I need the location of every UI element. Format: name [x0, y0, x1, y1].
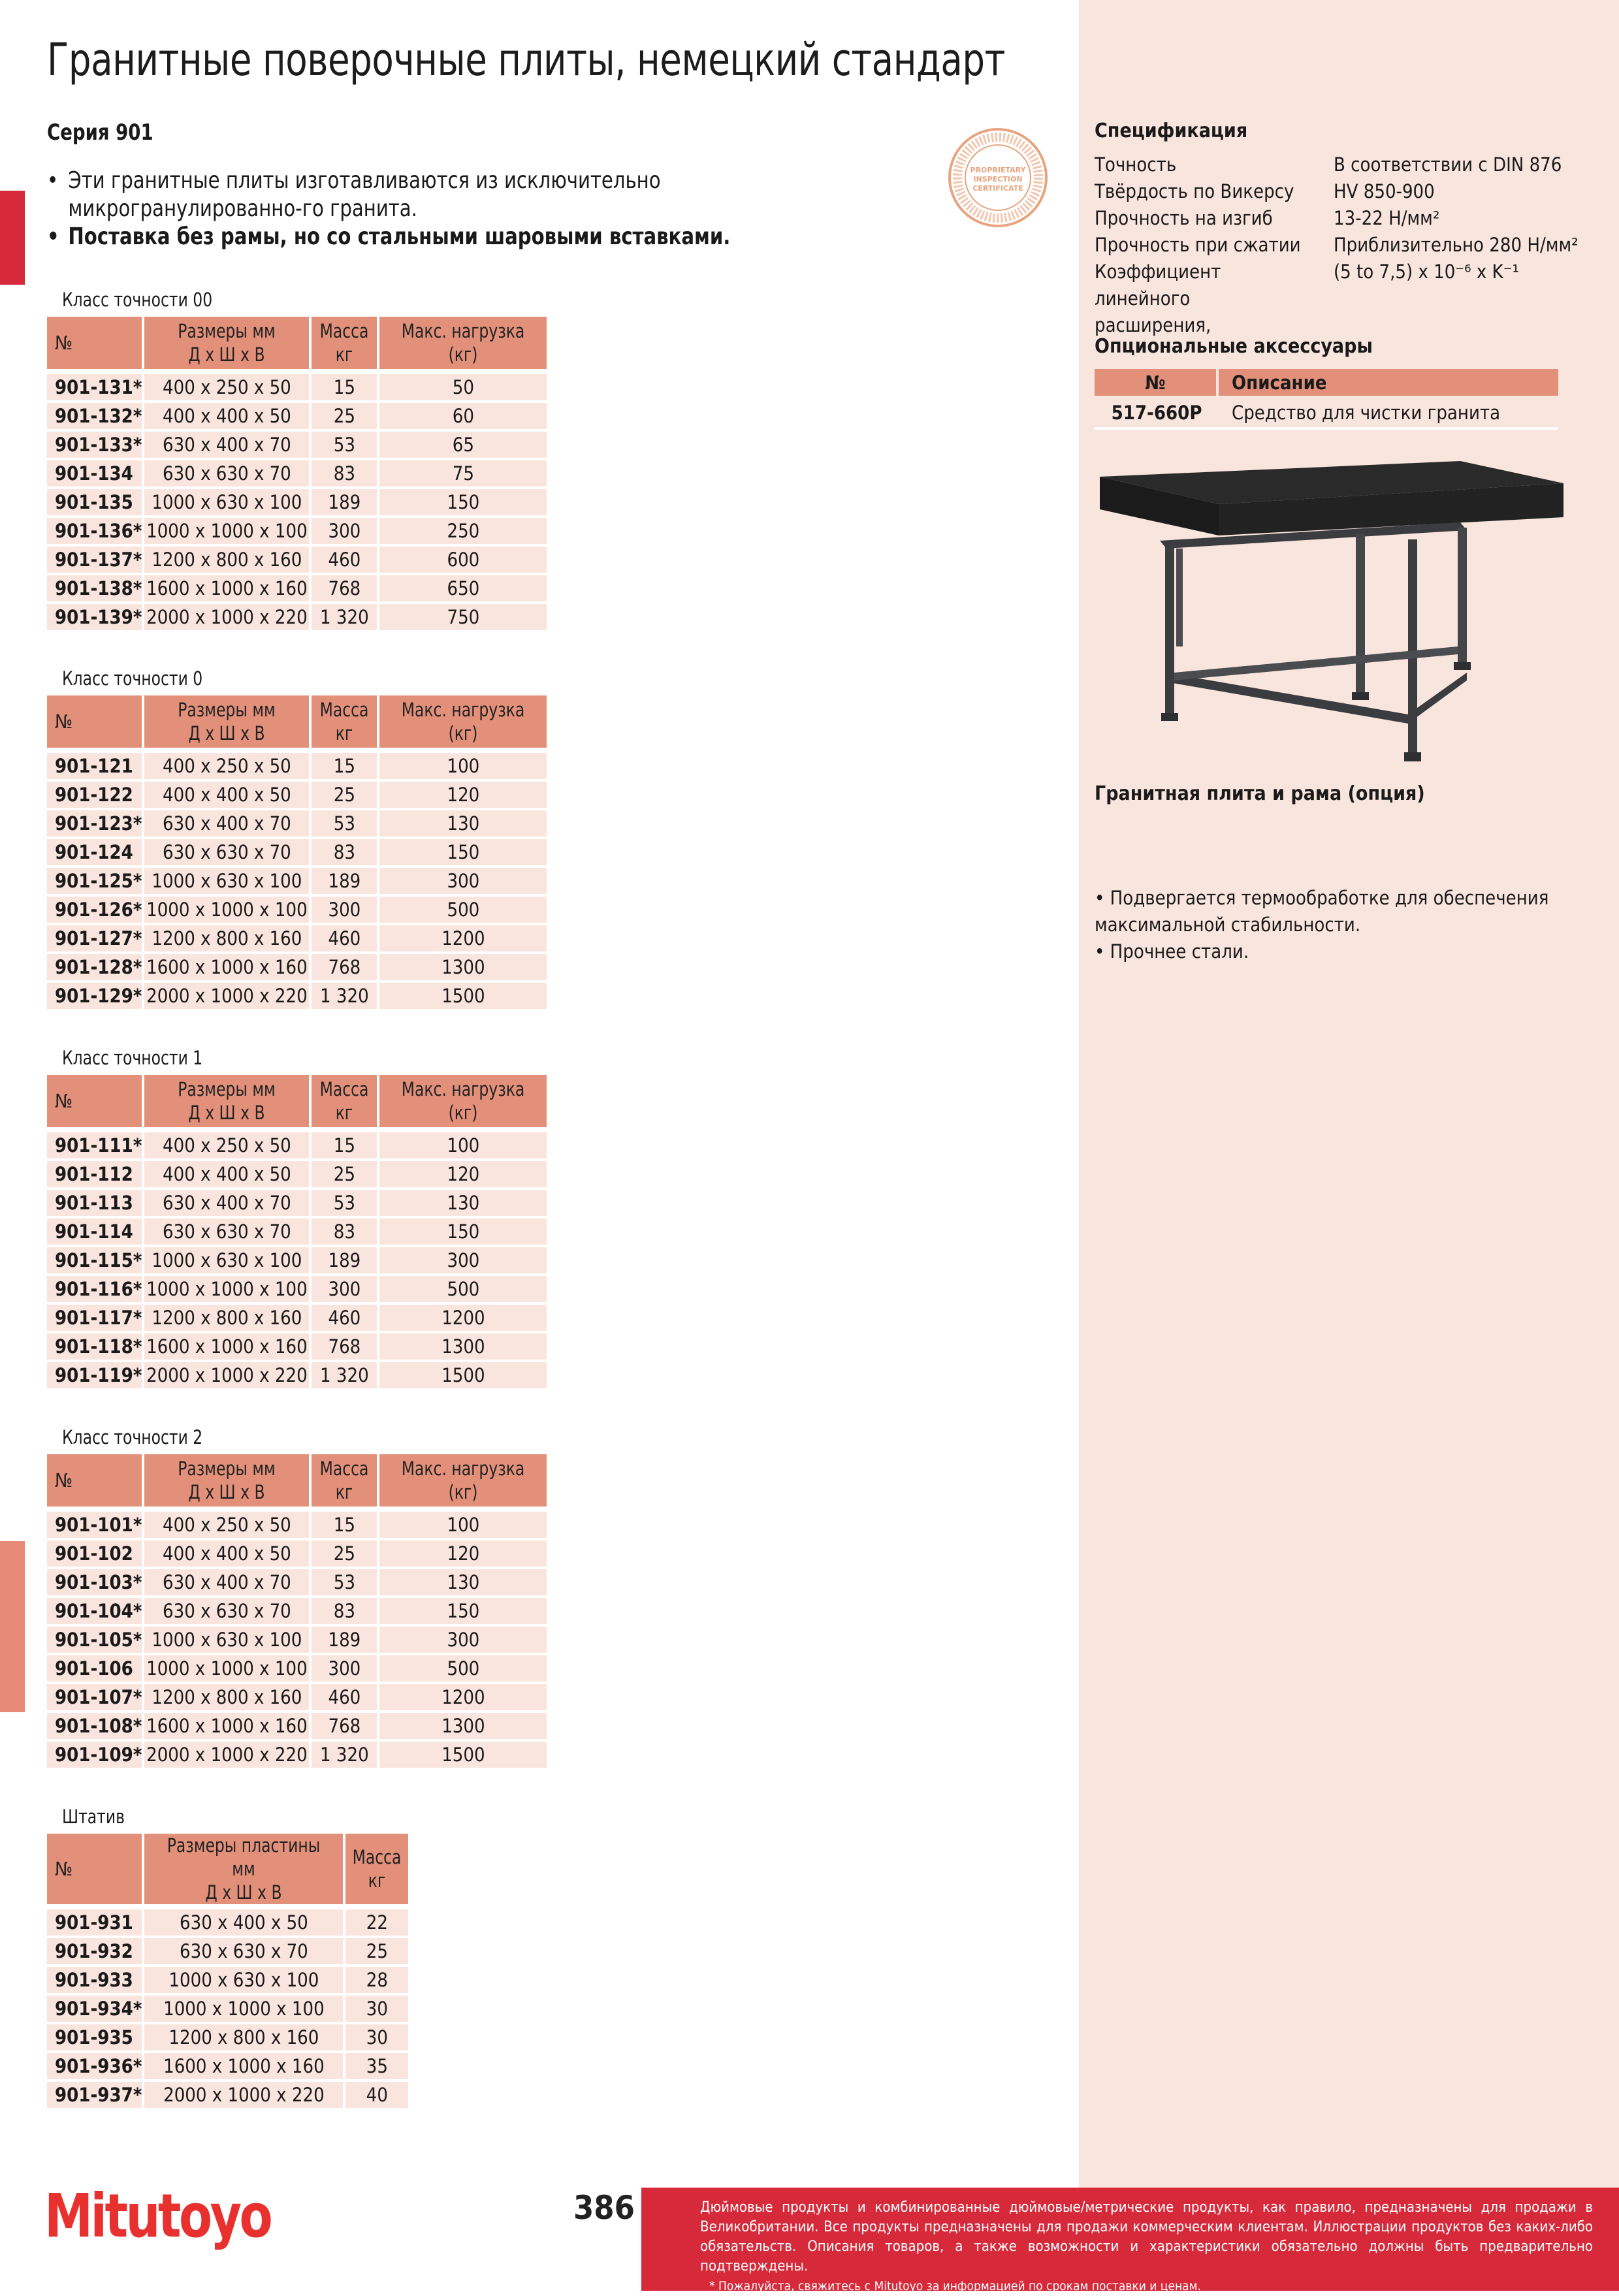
acc-col-num: №	[1095, 369, 1219, 396]
col-dims-header: Размеры пластины мм Д х Ш х В	[144, 1834, 345, 1904]
table-row: 901-132* 400 x 400 x 50 25 60	[47, 400, 547, 429]
table-row: 901-104* 630 x 630 x 70 83 150	[47, 1595, 547, 1624]
table-row: 901-134 630 x 630 x 70 83 75	[47, 458, 547, 486]
disclaimer-text: Дюймовые продукты и комбинированные дюймовые/метрические продукты, как правило, предназначены для продажи в Великобритании. Все продукты предназначены для продажи коммерческим клиентам. Иллюстрации продуктов без каких-либо обязательств. Описания товаров, а также возможности и характеристики обязательно должны быть предварительно подтверждены.	[700, 2199, 1593, 2274]
col-num-header: №	[47, 317, 144, 369]
table-row: 901-137* 1200 x 800 x 160 460 600	[47, 544, 547, 573]
spec-heading: Спецификация	[1095, 120, 1248, 142]
col-mass-header: Масса кг	[345, 1834, 408, 1904]
spec-table	[1095, 151, 1579, 339]
table-row: 901-136* 1000 x 1000 x 100 300 250	[47, 515, 547, 544]
class-2-label: Класс точности 2	[62, 1426, 203, 1448]
table-row: 901-103* 630 x 400 x 70 53 130	[47, 1567, 547, 1595]
table-row: 901-124 630 x 630 x 70 83 150	[47, 837, 547, 865]
table-row: 901-123* 630 x 400 x 70 53 130	[47, 808, 547, 837]
col-dims-header: Размеры мм Д х Ш х В	[144, 317, 312, 369]
col-load-header: Макс. нагрузка (кг)	[379, 317, 547, 369]
disclaimer-box	[641, 2188, 1619, 2291]
feature-item: • Эти гранитные плиты изготавливаются из исключительно микрогранулированно-го гранита.	[47, 167, 829, 223]
table-row: 901-129* 2000 x 1000 x 220 1 320 1500	[47, 980, 547, 1009]
table-row: 901-101* 400 x 250 x 50 15 100	[47, 1507, 547, 1538]
table-row: 901-105* 1000 x 630 x 100 189 300	[47, 1624, 547, 1653]
table-row: 901-125* 1000 x 630 x 100 189 300	[47, 865, 547, 894]
col-num-header: №	[47, 1834, 144, 1904]
table-row: 901-931 630 x 400 x 50 22	[47, 1904, 408, 1936]
col-mass-header: Масса кг	[312, 1454, 379, 1507]
table-row: 901-109* 2000 x 1000 x 220 1 320 1500	[47, 1739, 547, 1768]
spec-row: Твёрдость по Викерсу HV 850-900	[1095, 180, 1435, 202]
table-row: 901-107* 1200 x 800 x 160 460 1200	[47, 1682, 547, 1710]
table-row: 901-112 400 x 400 x 50 25 120	[47, 1158, 547, 1187]
table-row: 901-126* 1000 x 1000 x 100 300 500	[47, 894, 547, 923]
col-dims-header: Размеры мм Д х Ш х В	[144, 1454, 312, 1507]
page-title: Гранитные поверочные плиты, немецкий стандарт	[47, 34, 1005, 86]
feature-item: • Поставка без рамы, но со стальными шаровыми вставками.	[47, 223, 829, 251]
accessories-heading: Опциональные аксессуары	[1095, 335, 1373, 358]
table-row: 901-122 400 x 400 x 50 25 120	[47, 779, 547, 808]
table-row: 901-933 1000 x 630 x 100 28	[47, 1964, 408, 1993]
col-load-header: Макс. нагрузка (кг)	[379, 1454, 547, 1507]
table-row: 901-934* 1000 x 1000 x 100 30	[47, 1993, 408, 2022]
class-2-table	[47, 1454, 547, 1768]
class-0-label: Класс точности 0	[62, 667, 203, 690]
accessories-table	[1095, 369, 1558, 430]
table-row: 901-935 1200 x 800 x 160 30	[47, 2022, 408, 2050]
table-row: 901-119* 2000 x 1000 x 220 1 320 1500	[47, 1360, 547, 1388]
col-mass-header: Масса кг	[312, 1075, 379, 1127]
spec-row: Коэффициент линейного расширения, (5 to 7,5) x 10⁻⁶ x K⁻¹	[1095, 261, 1519, 336]
spec-row: Прочность при сжатии Приблизительно 280 Н/мм²	[1095, 234, 1579, 256]
series-heading: Серия 901	[47, 120, 153, 146]
table-row: 901-139* 2000 x 1000 x 220 1 320 750	[47, 601, 547, 630]
table-row: 901-133* 630 x 400 x 70 53 65	[47, 429, 547, 458]
table-row: 901-102 400 x 400 x 50 25 120	[47, 1538, 547, 1567]
page-number: 386	[573, 2189, 635, 2227]
class-1-table	[47, 1075, 547, 1388]
stand-table	[47, 1834, 408, 2108]
granite-plate-on-stand-image	[1095, 457, 1563, 784]
table-row: 517-660P Средство для чистки гранита	[1095, 396, 1558, 430]
spec-row: Прочность на изгиб 13-22 Н/мм²	[1095, 207, 1440, 229]
table-row: 901-106 1000 x 1000 x 100 300 500	[47, 1653, 547, 1682]
col-dims-header: Размеры мм Д х Ш х В	[144, 695, 312, 748]
brand-logo: Mitutoyo	[44, 2181, 271, 2251]
feature-list	[47, 167, 829, 251]
stand-label: Штатив	[62, 1806, 125, 1828]
col-load-header: Макс. нагрузка (кг)	[379, 695, 547, 748]
col-mass-header: Масса кг	[312, 317, 379, 369]
svg-text:CERTIFICATE: CERTIFICATE	[972, 184, 1023, 193]
table-row: 901-111* 400 x 250 x 50 15 100	[47, 1127, 547, 1158]
svg-text:PROPRIETARY: PROPRIETARY	[970, 166, 1026, 174]
section-tab-marker-secondary	[0, 1541, 25, 1712]
class-1-label: Класс точности 1	[62, 1047, 203, 1069]
notes-list	[1095, 885, 1552, 965]
class-00-label: Класс точности 00	[62, 289, 213, 311]
col-mass-header: Масса кг	[312, 695, 379, 748]
certificate-stamp-icon	[946, 125, 1050, 230]
table-row: 901-128* 1600 x 1000 x 160 768 1300	[47, 951, 547, 980]
table-row: 901-114 630 x 630 x 70 83 150	[47, 1216, 547, 1245]
table-row: 901-138* 1600 x 1000 x 160 768 650	[47, 573, 547, 601]
spec-row: Точность В соответствии с DIN 876	[1095, 153, 1562, 176]
acc-col-desc: Описание	[1219, 369, 1558, 396]
svg-text:INSPECTION: INSPECTION	[973, 175, 1023, 183]
table-row: 901-117* 1200 x 800 x 160 460 1200	[47, 1302, 547, 1331]
table-row: 901-113 630 x 400 x 70 53 130	[47, 1187, 547, 1216]
table-row: 901-108* 1600 x 1000 x 160 768 1300	[47, 1710, 547, 1739]
note-item: • Подвергается термообработке для обеспечения максимальной стабильности.	[1095, 887, 1549, 936]
table-row: 901-121 400 x 250 x 50 15 100	[47, 748, 547, 779]
table-row: 901-936* 1600 x 1000 x 160 35	[47, 2050, 408, 2079]
class-0-table	[47, 695, 547, 1009]
table-row: 901-937* 2000 x 1000 x 220 40	[47, 2079, 408, 2108]
col-num-header: №	[47, 1075, 144, 1127]
image-caption: Гранитная плита и рама (опция)	[1095, 782, 1425, 805]
disclaimer-footnote: * Пожалуйста, свяжитесь с Mitutoyo за информацией по срокам поставки и ценам.	[709, 2279, 1201, 2293]
table-row: 901-131* 400 x 250 x 50 15 50	[47, 369, 547, 400]
col-load-header: Макс. нагрузка (кг)	[379, 1075, 547, 1127]
table-row: 901-932 630 x 630 x 70 25	[47, 1936, 408, 1964]
table-row: 901-135 1000 x 630 x 100 189 150	[47, 486, 547, 515]
col-num-header: №	[47, 695, 144, 748]
table-row: 901-116* 1000 x 1000 x 100 300 500	[47, 1273, 547, 1302]
table-row: 901-115* 1000 x 630 x 100 189 300	[47, 1245, 547, 1273]
note-item: • Прочнее стали.	[1095, 940, 1249, 963]
table-row: 901-118* 1600 x 1000 x 160 768 1300	[47, 1331, 547, 1360]
col-dims-header: Размеры мм Д х Ш х В	[144, 1075, 312, 1127]
class-00-table	[47, 317, 547, 630]
table-row: 901-127* 1200 x 800 x 160 460 1200	[47, 923, 547, 951]
section-tab-marker	[0, 191, 25, 285]
col-num-header: №	[47, 1454, 144, 1507]
